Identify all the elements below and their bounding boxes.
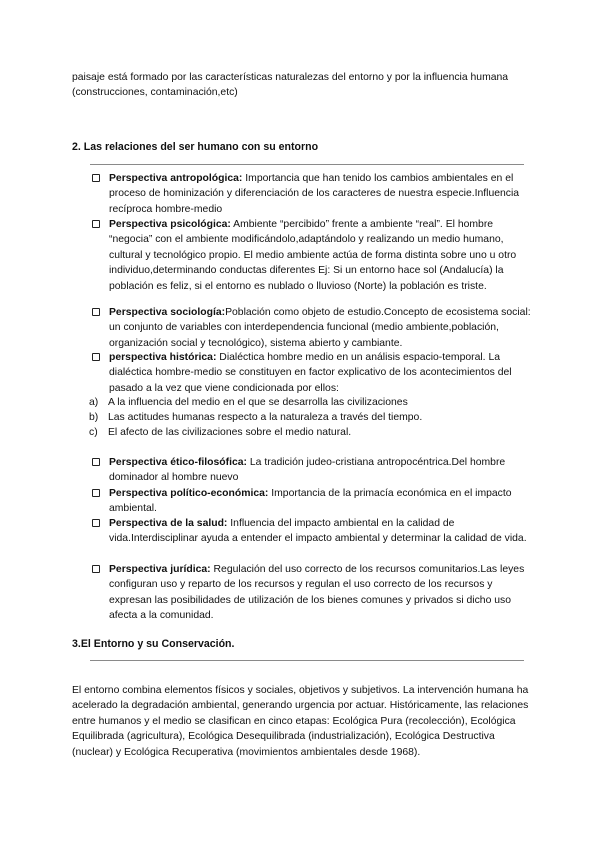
sub-item-marker: c) (89, 427, 98, 438)
item-perspectiva-psicologica (92, 217, 532, 294)
checkbox-icon[interactable] (92, 220, 100, 228)
checkbox-icon[interactable] (92, 565, 100, 573)
checkbox-icon[interactable] (92, 489, 100, 497)
section-3-paragraph: El entorno combina elementos físicos y sociales, objetivos y subjetivos. La intervención humana ha acelerado la degradación ambiental, generando urgencia por actuar. Históricamente, las relaciones entre humanos y el medio se clasifican en cinco etapas: Ecológica Pura (recolección), Ecológica Equilibrada (agricultura), Ecológica Desequilibrada (industrialización), Ecológica Destructiva (nuclear) y Ecológica Recuperativa (movimientos ambientales desde 1968). (72, 685, 529, 758)
item-description: La tradición judeo-cristiana antropocéntrica.Del hombre dominador al hombre nuevo (109, 457, 506, 484)
sub-item-marker: b) (89, 412, 99, 423)
item-description: Dialéctica hombre medio en un análisis espacio-temporal. La dialéctica hombre-medio se constituyen en factor explicativo de los acontecimientos del pasado a la vez que viene condicionada por ellos: (109, 352, 512, 394)
item-description: Importancia que han tenido los cambios ambientales en el proceso de hominización y diferenciación de los caracteres de nuestra especie.Influencia recíproca hombre-medio (109, 173, 520, 215)
item-description: Influencia del impacto ambiental en la calidad de vida.Interdisciplinar ayuda a entender el impacto ambiental y determinar la calidad de vida. (109, 518, 527, 545)
item-label: Perspectiva sociología: (109, 307, 226, 318)
item-label: Perspectiva de la salud: (109, 518, 228, 529)
item-label: Perspectiva jurídica: (109, 564, 211, 575)
checkbox-icon[interactable] (92, 353, 100, 361)
item-label: Perspectiva político-económica: (109, 488, 269, 499)
item-description: Ambiente “percibido” frente a ambiente “real”. El hombre “negocia” con el ambiente modificándolo,adaptándolo y realizando un medio humano, cultural y tecnológico propio. El medio ambiente actúa de forma distinta sobre uno u otro individuo,determinando conductas diferentes Ej: Si un entorno hace sol (Andalucía) la población es feliz, si el entorno es nublado o lluvioso (Norte) la población es triste. (109, 219, 517, 292)
item-description: Población como objeto de estudio.Concepto de ecosistema social: un conjunto de variables con interdependencia funcional (medio ambiente,población, organización social y tecnológico), sistema abierto y cambiante. (109, 307, 531, 349)
sub-item-text: Las actitudes humanas respecto a la naturaleza a través del tiempo. (108, 412, 423, 423)
section-2-divider (90, 164, 524, 165)
checkbox-icon[interactable] (92, 308, 100, 316)
item-label: Perspectiva antropológica: (109, 173, 243, 184)
section-3-divider (90, 660, 524, 661)
item-perspectiva-historica (92, 350, 532, 396)
section-2-heading: 2. Las relaciones del ser humano con su entorno (72, 141, 319, 153)
sub-item-marker: a) (89, 397, 99, 408)
item-label: perspectiva histórica: (109, 352, 217, 363)
item-description: Regulación del uso correcto de los recursos comunitarios.Las leyes configuran uso y reparto de los recursos y regulan el uso correcto de los recursos y expresan las posibilidades de utilización de los bienes comunes y privados si dicho uso afecta a la comunidad. (109, 564, 525, 622)
item-perspectiva-etico-filosofica (92, 455, 532, 486)
item-perspectiva-antropologica (92, 171, 532, 217)
item-label: Perspectiva ético-filosófica: (109, 457, 248, 468)
checkbox-icon[interactable] (92, 458, 100, 466)
intro-paragraph: paisaje está formado por las características naturalezas del entorno y por la influencia humana (construcciones, contaminación,etc) (72, 72, 509, 99)
item-label: Perspectiva psicológica: (109, 219, 231, 230)
item-description: Importancia de la primacía económica en el impacto ambiental. (109, 488, 512, 515)
item-perspectiva-juridica (92, 562, 532, 624)
sub-item-text: A la influencia del medio en el que se desarrolla las civilizaciones (108, 397, 408, 408)
sub-item-text: El afecto de las civilizaciones sobre el medio natural. (108, 427, 352, 438)
item-perspectiva-salud (92, 516, 532, 547)
checkbox-icon[interactable] (92, 519, 100, 527)
item-perspectiva-sociologia (92, 305, 532, 351)
item-perspectiva-politico-economica (92, 486, 532, 517)
checkbox-icon[interactable] (92, 174, 100, 182)
section-3-heading: 3.El Entorno y su Conservación. (72, 638, 235, 650)
